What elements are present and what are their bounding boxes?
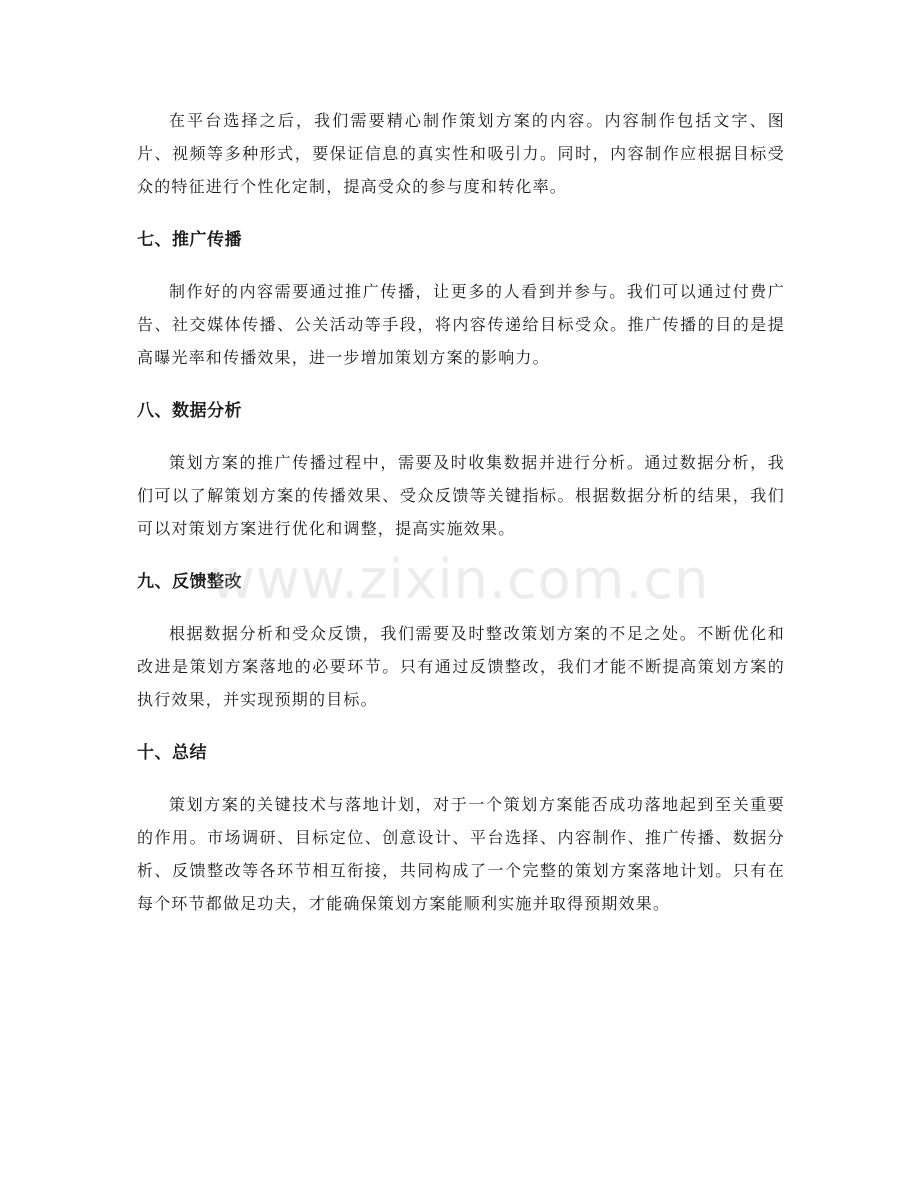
- section-heading-8: 八、数据分析: [137, 401, 242, 421]
- section-paragraph-9: 根据数据分析和受众反馈，我们需要及时整改策划方案的不足之处。不断优化和改进是策划方案落地的必要环节。只有通过反馈整改，我们才能不断提高策划方案的执行效果，并实现预期的目标。: [137, 624, 785, 709]
- section-paragraph-10: 策划方案的关键技术与落地计划，对于一个策划方案能否成功落地起到至关重要的作用。市场调研、目标定位、创意设计、平台选择、内容制作、推广传播、数据分析、反馈整改等各环节相互衔接，共同构成了一个完整的策划方案落地计划。只有在每个环节都做足功夫，才能确保策划方案能顺利实施并取得预期效果。: [137, 795, 785, 913]
- intro-paragraph: 在平台选择之后，我们需要精心制作策划方案的内容。内容制作包括文字、图片、视频等多种形式，要保证信息的真实性和吸引力。同时，内容制作应根据目标受众的特征进行个性化定制，提高受众的参与度和转化率。: [137, 111, 785, 196]
- section-paragraph-8: 策划方案的推广传播过程中，需要及时收集数据并进行分析。通过数据分析，我们可以了解策划方案的传播效果、受众反馈等关键指标。根据数据分析的结果，我们可以对策划方案进行优化和调整，提高实施效果。: [137, 453, 785, 538]
- watermark-text: www.zixin.com.cn: [210, 548, 710, 611]
- document-body: [137, 104, 785, 920]
- section-heading-10: 十、总结: [137, 743, 207, 763]
- section-paragraph-7: 制作好的内容需要通过推广传播，让更多的人看到并参与。我们可以通过付费广告、社交媒体传播、公关活动等手段，将内容传递给目标受众。推广传播的目的是提高曝光率和传播效果，进一步增加策划方案的影响力。: [137, 282, 785, 367]
- section-heading-9: 九、反馈整改: [137, 572, 242, 592]
- section-heading-7: 七、推广传播: [137, 230, 242, 250]
